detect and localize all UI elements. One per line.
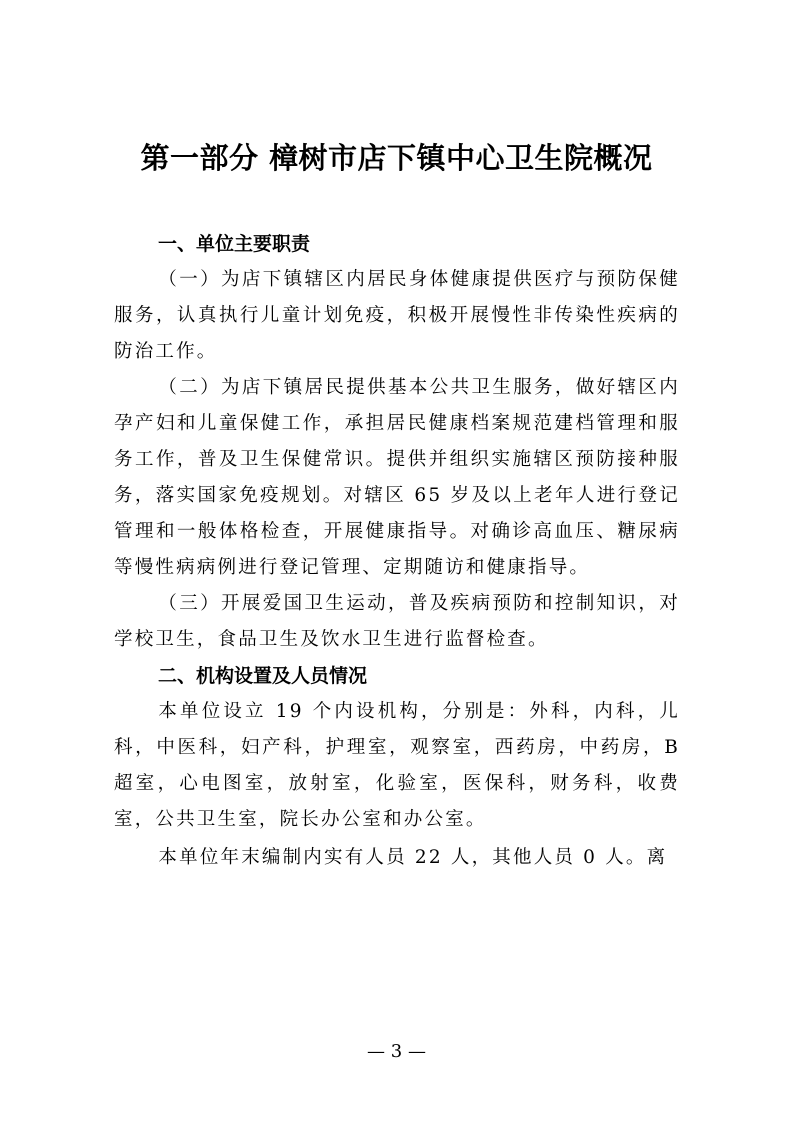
page-number: — 3 — [367,1041,426,1062]
page-title: 第一部分 樟树市店下镇中心卫生院概况 [140,141,653,175]
paragraph-staffing: 本单位年末编制内实有人员 22 人，其他人员 0 人。离 [158,847,668,868]
paragraph-duty-1: （一）为店下镇辖区内居民身体健康提供医疗与预防保健服务，认真执行儿童计划免疫，积极开展慢性非传染性疾病的防治工作。 [114,269,680,362]
section-heading-organization: 二、机构设置及人员情况 [158,665,368,687]
paragraph-duty-3: （三）开展爱国卫生运动，普及疾病预防和控制知识，对学校卫生，食品卫生及饮水卫生进行监督检查。 [114,593,680,650]
paragraph-duty-2: （二）为店下镇居民提供基本公共卫生服务，做好辖区内孕产妇和儿童保健工作，承担居民健康档案规范建档管理和服务工作，普及卫生保健常识。提供并组织实施辖区预防接种服务，落实国家免疫规划。对辖区 65 岁及以上老年人进行登记管理和一般体格检查，开展健康指导。对确诊高血压、糖尿病等慢性病病例进行登记管理、定期随访和健康指导。 [114,377,680,578]
section-heading-duties: 一、单位主要职责 [158,233,311,255]
document-body [114,226,680,876]
paragraph-departments: 本单位设立 19 个内设机构，分别是：外科，内科，儿科，中医科，妇产科，护理室，观察室，西药房，中药房，B 超室，心电图室，放射室，化验室，医保科，财务科，收费室，公共卫生室，院长办公室和办公室。 [114,701,680,830]
